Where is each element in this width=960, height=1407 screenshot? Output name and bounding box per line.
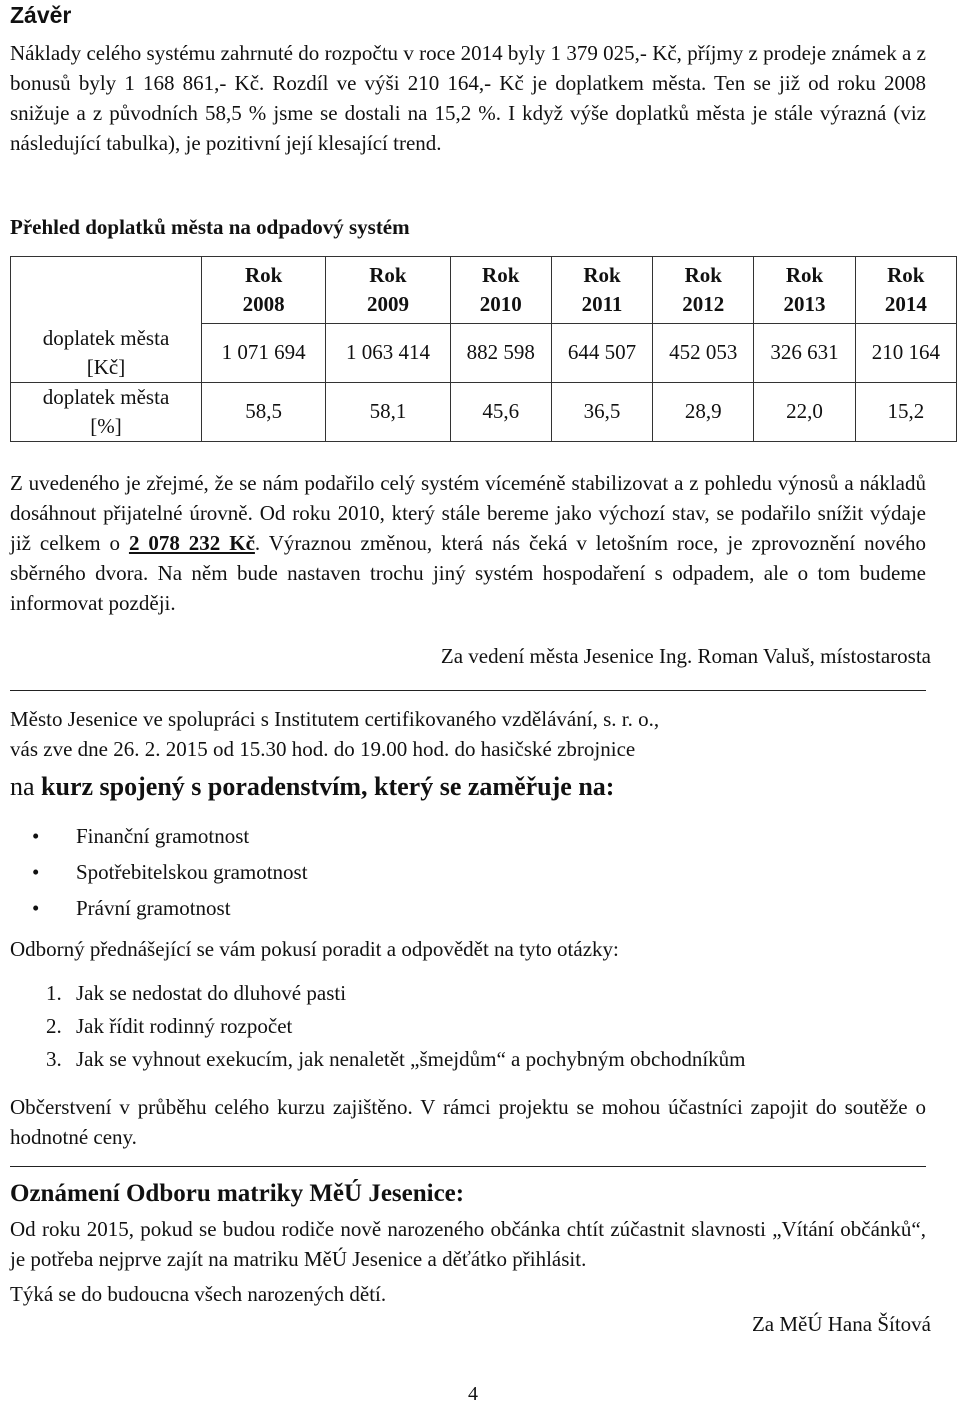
section-heading-zaver: Závěr [10, 2, 72, 28]
bullet-icon: • [32, 896, 40, 920]
value-czk-2013: 326 631 [754, 324, 855, 383]
value-pct-2008: 58,5 [202, 382, 326, 441]
year-header-2009: Rok 2009 [326, 257, 450, 324]
list-item: 3. Jak se vyhnout exekucím, jak nenaletět „šmejdům“ a pochybným obchodníkům [46, 1047, 746, 1071]
course-heading: na kurz spojený s poradenstvím, který se zaměřuje na: [10, 772, 615, 801]
divider-line [10, 690, 926, 691]
row-label-czk: doplatek města [Kč] [11, 324, 202, 383]
page-number: 4 [468, 1383, 478, 1405]
value-czk-2014: 210 164 [855, 324, 956, 383]
table-row-percent [11, 382, 957, 441]
value-pct-2013: 22,0 [754, 382, 855, 441]
list-item: • Spotřebitelskou gramotnost [10, 854, 308, 890]
matrika-note: Týká se do budoucna všech narozených dětí. [10, 1282, 387, 1306]
value-pct-2012: 28,9 [653, 382, 754, 441]
value-czk-2012: 452 053 [653, 324, 754, 383]
year-header-2014: Rok 2014 [855, 257, 956, 324]
table-header-row [11, 257, 957, 324]
value-pct-2010: 45,6 [450, 382, 551, 441]
value-czk-2010: 882 598 [450, 324, 551, 383]
questions-intro: Odborný přednášející se vám pokusí poradit a odpovědět na tyto otázky: [10, 937, 619, 961]
list-item: 2. Jak řídit rodinný rozpočet [46, 1014, 293, 1038]
question-list [10, 977, 746, 1076]
signature-matrika: Za MěÚ Hana Šítová [751, 1312, 931, 1336]
bullet-icon: • [32, 860, 40, 884]
year-header-2013: Rok 2013 [754, 257, 855, 324]
intro-paragraph: Náklady celého systému zahrnuté do rozpočtu v roce 2014 byly 1 379 025,- Kč, příjmy z prodeje známek a z bonusů byly 1 168 861,- Kč. Rozdíl ve výši 210 164,- Kč je doplatkem města. Ten se již od roku 2008 snižuje a z původních 58,5 % jsme se dostali na 15,2 %. I když výše doplatků města je stále výrazná (viz následující tabulka), je pozitivní její klesající trend. [10, 41, 926, 155]
refreshments-paragraph: Občerstvení v průběhu celého kurzu zajištěno. V rámci projektu se mohou účastníci zapojit do soutěže o hodnotné ceny. [10, 1095, 926, 1149]
year-header-2011: Rok 2011 [551, 257, 652, 324]
value-czk-2009: 1 063 414 [326, 324, 450, 383]
year-header-2012: Rok 2012 [653, 257, 754, 324]
divider-line [10, 1166, 926, 1167]
conclusion-paragraph: Z uvedeného je zřejmé, že se nám podařilo celý systém víceméně stabilizovat a z pohledu výnosů a nákladů dosáhnout přijatelné úrovně. Od roku 2010, který stále bereme jako výchozí stav, se podařilo snížit výdaje již celkem o 2 078 232 Kč. Výraznou změnou, která nás čeká v letošním roce, je zprovoznění nového sběrného dvora. Na něm bude nastaven trochu jiný systém hospodaření s odpadem, ale o tom budeme informovat později. [10, 471, 927, 615]
matrika-paragraph: Od roku 2015, pokud se budou rodiče nově narozeného občánka chtít zúčastnit slavnosti „Vítání občánků“, je potřeba nejprve zajít na matriku MěÚ Jesenice a děťátko přihlásit. [10, 1217, 926, 1271]
list-item: 1. Jak se nedostat do dluhové pasti [46, 981, 347, 1005]
value-czk-2008: 1 071 694 [202, 324, 326, 383]
bullet-icon: • [32, 824, 40, 848]
value-czk-2011: 644 507 [551, 324, 652, 383]
matrika-heading: Oznámení Odboru matriky MěÚ Jesenice: [10, 1180, 465, 1207]
table-corner-cell [11, 257, 202, 324]
list-item: • Právní gramotnost [10, 890, 308, 926]
course-invitation: Město Jesenice ve spolupráci s Institutem certifikovaného vzdělávání, s. r. o., vás zve dne 26. 2. 2015 od 15.30 hod. do 19.00 hod. do hasičské zbrojnice [10, 707, 660, 761]
value-pct-2011: 36,5 [551, 382, 652, 441]
table-row-czk [11, 324, 957, 383]
value-pct-2014: 15,2 [855, 382, 956, 441]
table-title: Přehled doplatků města na odpadový systém [10, 215, 410, 239]
subsidy-table [10, 256, 957, 442]
row-label-percent: doplatek města [%] [11, 382, 202, 441]
savings-amount: 2 078 232 Kč [128, 531, 255, 555]
year-header-2008: Rok 2008 [202, 257, 326, 324]
signature-vedeni: Za vedení města Jesenice Ing. Roman Valuš, místostarosta [440, 644, 931, 668]
topic-list [10, 818, 308, 926]
list-item: • Finanční gramotnost [10, 818, 308, 854]
value-pct-2009: 58,1 [326, 382, 450, 441]
year-header-2010: Rok 2010 [450, 257, 551, 324]
